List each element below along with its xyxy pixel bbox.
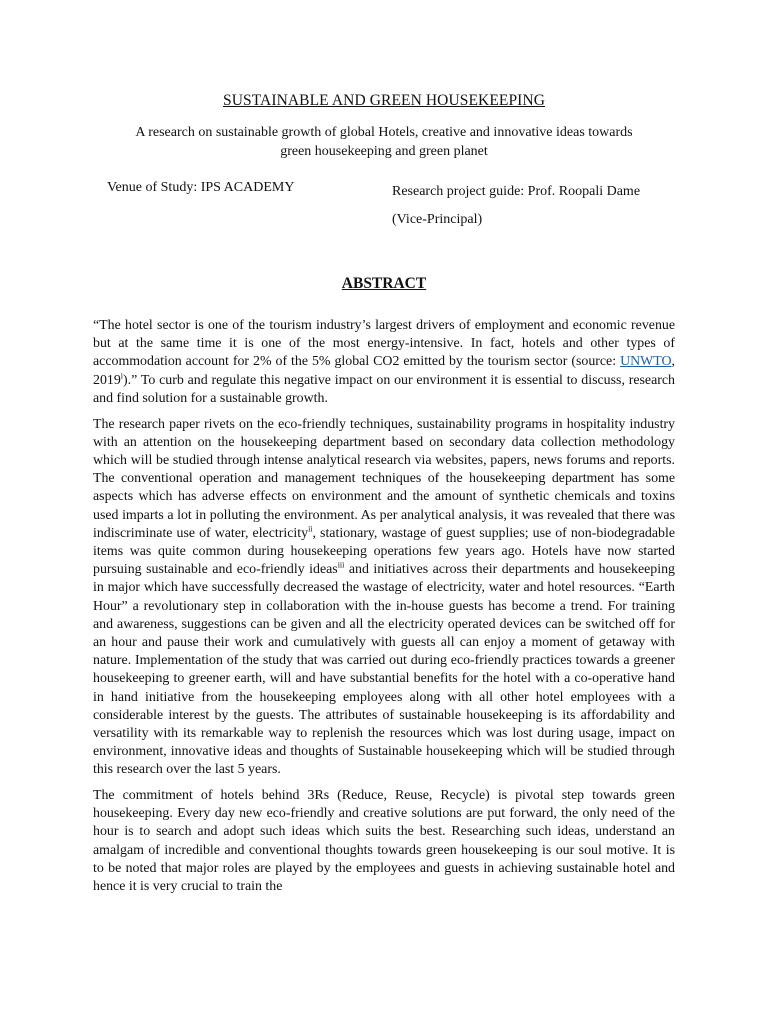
document-subtitle (100, 123, 668, 161)
abstract-paragraph-1 (93, 317, 675, 408)
subtitle-line-1: A research on sustainable growth of global Hotels, creative and innovative ideas towards (135, 125, 633, 140)
paragraph-text: and initiatives across their departments and housekeeping in major which have successfully decreased the wastage of electricity, water and hotel resources. “Earth Hour” a revolutionary step in collaboration with the in-house guests has become a trend. For training and awareness, suggestions can be given and all the electricity operated devices can be switched off for an hour and pause their work and cumulatively with guests all can enjoy a moment of getaway with nature. Implementation of the study that was carried out during eco-friendly practices towards a greener housekeeping to greener earth, will and have substantial benefits for the hotel with a co-operative hand in hand initiative from the housekeeping employees along with all other hotel employees with a considerable interest by the guests. The attributes of sustainable housekeeping is its affordability and versatility with its remarkable way to replenish the resources which was lost during usage, impact on environment, innovative ideas and thoughts of Sustainable housekeeping which will be studied through this research over the last 5 years. (93, 562, 676, 778)
paragraph-text: , stationary, wastage of guest supplies; use of non-biodegradable items was quite common during housekeeping operations few years ago. Hotels have now started pursuing sustainable and eco-friendly ideas (93, 525, 675, 578)
paragraph-text: “The hotel sector is one of the tourism industry’s largest drivers of employment and economic revenue but at the same time it is one of the most energy-intensive. In fact, hotels and other types of accommodation account for 2% of the 5% global CO2 emitted by the tourism sector (source: (93, 318, 675, 370)
paragraph-text: The research paper rivets on the eco-friendly techniques, sustainability programs in hospitality industry with an attention on the housekeeping department based on secondary data collection methodology which will be studied through intense analytical research via websites, papers, news forums and reports. The conventional operation and management techniques of the housekeeping department has some aspects which has adverse effects on environment and the amount of synthetic chemicals and toxins used imparts a lot in polluting the environment. As per analytical analysis, it was revealed that there was indiscriminate use of water, electricity (93, 416, 675, 541)
project-guide (392, 178, 640, 234)
guide-name: Research project guide: Prof. Roopali Dame (392, 184, 641, 199)
subtitle-line-2: green housekeeping and green planet (280, 144, 488, 159)
footnote-marker[interactable]: ii (308, 524, 313, 534)
paragraph-text: ).” To curb and regulate this negative impact on our environment it is essential to discuss, research and find solution for a sustainable growth. (93, 372, 675, 406)
footnote-marker[interactable]: iii (337, 560, 345, 570)
abstract-body (93, 317, 675, 904)
abstract-paragraph-2 (93, 416, 675, 780)
unwto-link[interactable]: UNWTO (620, 354, 672, 370)
guide-title: (Vice-Principal) (392, 212, 483, 227)
abstract-heading: ABSTRACT (341, 275, 427, 292)
footnote-marker[interactable]: i (120, 370, 124, 380)
venue-of-study: Venue of Study: IPS ACADEMY (107, 180, 295, 195)
abstract-paragraph-3: The commitment of hotels behind 3Rs (Reduce, Reuse, Recycle) is pivotal step towards green housekeeping. Every day new eco-friendly and creative solutions are put forward, the only need of the hour is to search and adopt such ideas which suits the best. Researching such ideas, understand an amalgam of incredible and conventional thoughts towards green housekeeping is our soul motive. It is to be noted that major roles are played by the employees and guests in achieving sustainable hotel and hence it is very crucial to train the (93, 788, 675, 895)
paragraph-text: , 2019 (93, 354, 675, 388)
document-title: SUSTAINABLE AND GREEN HOUSEKEEPING (222, 92, 546, 109)
